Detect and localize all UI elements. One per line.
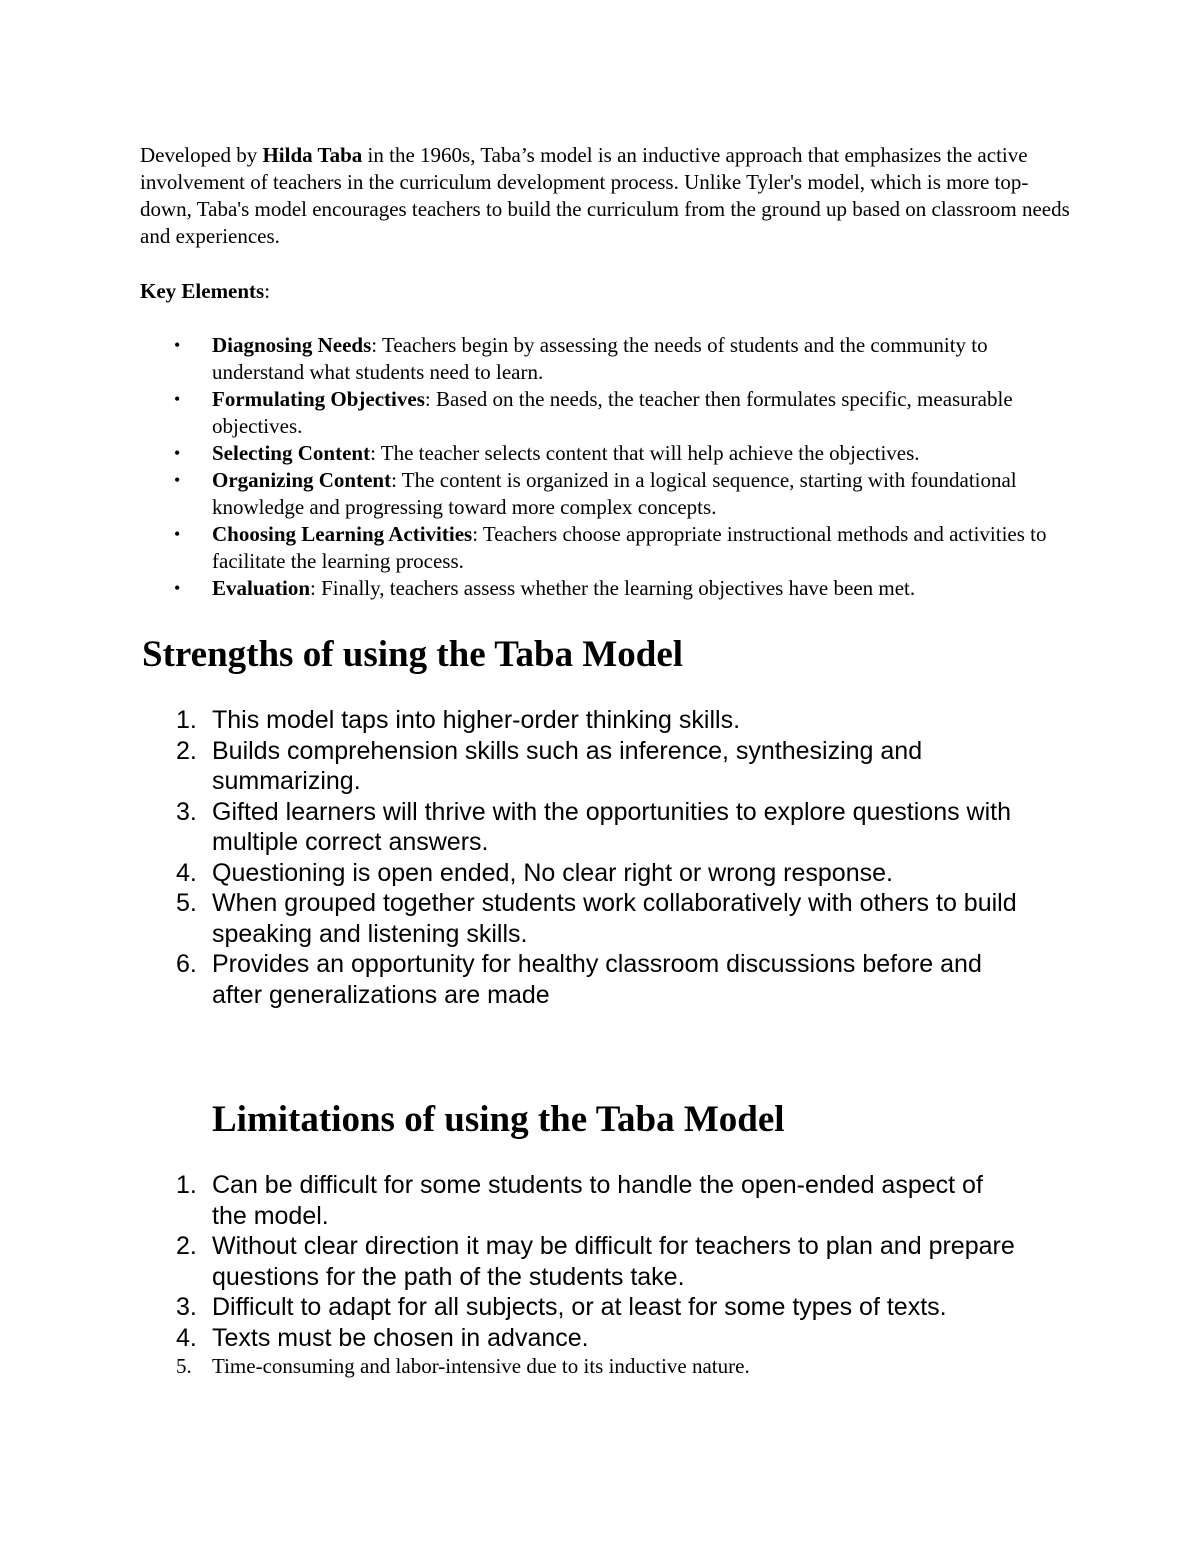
limitations-heading: Limitations of using the Taba Model [212, 1099, 785, 1140]
list-item [140, 705, 1020, 736]
key-elements-title: Key Elements [140, 279, 265, 303]
intro-author-name: Hilda Taba [262, 143, 363, 167]
bullet-icon: • [174, 443, 181, 463]
list-item [140, 386, 1070, 440]
list-item [140, 888, 1020, 949]
list-number: 2. [176, 1232, 197, 1260]
bullet-icon: • [174, 470, 181, 490]
list-item [140, 1231, 1020, 1292]
element-term: Diagnosing Needs [212, 333, 372, 357]
bullet-icon: • [174, 335, 181, 355]
element-description: : Teachers begin by assessing the needs of students and the community to understand what students need to learn. [212, 333, 988, 384]
list-item [140, 440, 1070, 467]
list-text: Difficult to adapt for all subjects, or at least for some types of texts. [212, 1293, 947, 1321]
element-term: Formulating Objectives [212, 387, 425, 411]
bullet-icon: • [174, 524, 181, 544]
key-elements-label [140, 278, 270, 305]
key-elements-list [140, 332, 1070, 602]
element-description: : The content is organized in a logical sequence, starting with foundational knowledge and progressing toward more complex concepts. [212, 468, 1017, 519]
list-text: Time-consuming and labor-intensive due to its inductive nature. [212, 1354, 750, 1378]
list-number: 4. [176, 858, 197, 887]
list-number: 5. [176, 1354, 192, 1378]
element-description: : Finally, teachers assess whether the learning objectives have been met. [310, 576, 916, 600]
list-item [140, 332, 1070, 386]
list-number: 2. [176, 736, 197, 765]
list-item [140, 1323, 1020, 1354]
strengths-heading: Strengths of using the Taba Model [142, 634, 684, 675]
list-number: 1. [176, 706, 197, 734]
list-text: Can be difficult for some students to handle the open-ended aspect of the model. [212, 1171, 983, 1230]
list-item [140, 1170, 1020, 1231]
limitations-list [140, 1170, 1020, 1353]
element-description: : Teachers choose appropriate instructional methods and activities to facilitate the learning process. [212, 522, 1047, 573]
list-number: 3. [176, 1293, 197, 1321]
key-elements-colon: : [264, 279, 271, 303]
list-number: 1. [176, 1171, 197, 1199]
element-term: Selecting Content [212, 441, 371, 465]
list-text: Gifted learners will thrive with the opportunities to explore questions with multiple correct answers. [212, 797, 1012, 856]
element-description: : The teacher selects content that will help achieve the objectives. [370, 441, 920, 465]
intro-body: in the 1960s, Taba’s model is an inductive approach that emphasizes the active involvement of teachers in the curriculum development process. Unlike Tyler's model, which is more top-down, Taba's model encourages teachers to build the curriculum from the ground up based on classroom needs and experiences. [140, 143, 1070, 248]
list-item [140, 575, 1070, 602]
list-text: Without clear direction it may be difficult for teachers to plan and prepare questions for the path of the students take. [212, 1232, 1015, 1291]
element-term: Evaluation [212, 576, 311, 600]
strengths-list [140, 705, 1020, 1010]
element-description: : Based on the needs, the teacher then formulates specific, measurable objectives. [212, 387, 1013, 438]
list-number: 4. [176, 1323, 197, 1352]
list-number: 6. [176, 950, 197, 978]
bullet-icon: • [174, 578, 181, 598]
list-text: This model taps into higher-order thinking skills. [212, 706, 741, 734]
bullet-icon: • [174, 389, 181, 409]
element-term: Organizing Content [212, 468, 392, 492]
list-item [140, 521, 1070, 575]
list-number: 3. [176, 797, 197, 826]
list-text: Questioning is open ended, No clear right or wrong response. [212, 858, 893, 887]
list-text: Provides an opportunity for healthy classroom discussions before and after generalizations are made [212, 950, 982, 1009]
list-text: Texts must be chosen in advance. [212, 1323, 589, 1352]
list-item [140, 949, 1020, 1010]
list-item [140, 797, 1020, 858]
list-item [140, 736, 1020, 797]
list-item [140, 467, 1070, 521]
list-text: Builds comprehension skills such as inference, synthesizing and summarizing. [212, 736, 923, 795]
element-term: Choosing Learning Activities [212, 522, 473, 546]
list-item [140, 858, 1020, 889]
list-number: 5. [176, 889, 197, 917]
limitations-last-item [176, 1353, 750, 1380]
intro-prefix: Developed by [140, 143, 263, 167]
intro-paragraph [140, 142, 1070, 250]
list-text: When grouped together students work collaboratively with others to build speaking and listening skills. [212, 889, 1017, 948]
list-item [140, 1292, 1020, 1323]
